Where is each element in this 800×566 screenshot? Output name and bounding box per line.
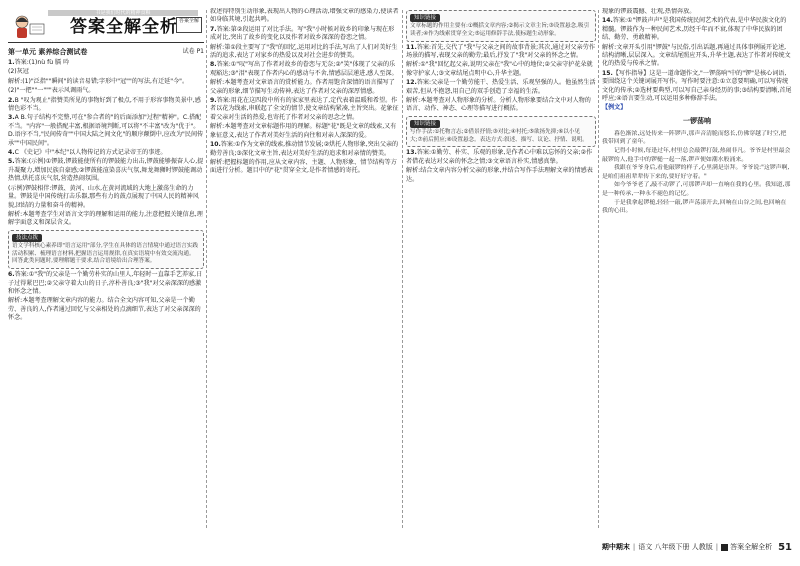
tip-callout: [8, 230, 204, 269]
knowledge-callout-2-body: 写作手法:①托物言志;②借景抒情;③对比;④衬托;⑤欲扬先抑;⑥以小见大;⑦前后照应;⑧设置悬念。表达方式:叙述、描写、议论、抒情、说明。: [410, 128, 588, 143]
answer-text: 解析:把握标题的作用,应从文章内容、主题、人物形象、情节结构等方面进行分析。题目中的"花"贯穿全文,是作者情感的寄托。: [210, 158, 397, 175]
column-divider: [598, 10, 599, 528]
knowledge-callout-head: 知识链接: [410, 14, 440, 22]
header-motto: 书是我们时代的精神食粮: [48, 10, 198, 16]
knowledge-callout-body: 文章标题的作用主要有:①概括文章内容;②揭示文章主旨;③设置悬念,吸引读者;④作为线索贯穿全文;⑤运用修辞手法,使标题生动形象。: [410, 23, 590, 37]
answer-paragraph: [210, 141, 400, 158]
answer-number: 2.: [8, 96, 15, 104]
answer-text: (2)"一把""一"""表示风调雨气。: [8, 87, 95, 95]
answer-paragraph: [8, 211, 204, 228]
answer-number: 11.: [406, 43, 417, 51]
answer-text: 答案:首先,交代了"我"与父亲之间的故事背景;其次,通过对父亲劳作场景的描写,表现父亲的勤劳;最后,抒发了"我"对父亲的怀念之情。: [406, 43, 595, 59]
footer-label: 答案全解全析: [730, 543, 773, 551]
answer-text: 答案:①"我"的父亲是一个勤劳朴实的山里人,年轻时一直靠手艺养家,日子过得紧巴巴;②父亲守着大山的日子,淳朴善良;③"我"对父亲深深的感激和怀念之情。: [8, 271, 203, 295]
col1-answers: [8, 59, 204, 228]
tip-callout-head: 技法点拨: [12, 234, 42, 242]
answer-paragraph: [406, 44, 596, 61]
answer-text: B "叹为观止"指赞美所见的事物好到了极点,不用于形容事物美景中,感情色彩不当。: [8, 96, 201, 113]
answer-text: 答案:用花在这四段中所有的家家里表达了,定代表着温暖和希望。作者以花为线索,串联起了全文的情节,使文章结构紧凑,主旨突出。花象征着父亲对生活的热爱,也寄托了作者对父亲的思念之情。: [210, 97, 399, 121]
footer-brand: 期中期末: [601, 543, 630, 551]
answer-text: 现象的锣鼓震撼、壮观,热情奔放。: [602, 8, 696, 15]
essay-paragraph: 暮色渐浓,远处传来一阵锣声,那声音清脆而悠长,仿佛穿越了时空,把我带回到了童年。: [602, 130, 787, 146]
answer-text: 解析:本题考查对文章标题作用的理解。标题"花"既是文章的线索,又有象征意义,表达了作者对美好生活的向往和对亲人深深的爱。: [210, 123, 397, 139]
answer-text: 答案:①"锣鼓声声"是我国传统民间艺术的代表,是中华民族文化的精髓。锣鼓作为一种民间艺术,历经千年而不衰,体现了中华民族的团结、勤劳、勇敢精神。: [602, 17, 787, 42]
answer-paragraph: [8, 149, 204, 157]
column-3: [406, 8, 596, 536]
answer-paragraph: [406, 97, 596, 114]
answer-text: 解析:本题考查理解文章内容的能力。结合全文内容可知,父亲是一个勤劳、善良的人,作者通过回忆与父亲相处的点滴细节,表达了对父亲深深的怀念。: [8, 297, 201, 322]
answer-text: 叙述得特别生动形象,表现出人物的心理活动,增强文章的感染力,使读者如身临其境,引起共鸣。: [210, 8, 399, 24]
answer-paragraph: [8, 59, 204, 67]
answer-text: 解析:文章开头引用"锣鼓"与民俗,引出话题,再通过具体事例展开论述,结构清晰,层层深入。文章结尾照应开头,升华主题,表达了作者对传统文化的热爱与传承之情。: [602, 43, 791, 68]
answer-paragraph: [8, 114, 204, 148]
knowledge-callout-2-head: 知识链接: [410, 120, 440, 128]
answer-paragraph: [8, 78, 204, 86]
column-divider: [206, 10, 207, 528]
page-number: 51: [778, 541, 792, 553]
answer-paragraph: [406, 79, 596, 96]
answer-paragraph: [210, 79, 400, 96]
answer-number: 7.: [210, 25, 217, 33]
tip-callout-body: 语文学科核心素养即"语言运用"部分,学生在具体的语言情境中通过语言实践活动积累、梳理语言材料,把握语言运用规律,在真实语境中有效交流沟通。回答此类问题时,要理解题干要求,结合语境给出合理答案。: [12, 242, 198, 265]
answer-paragraph: [210, 44, 400, 61]
answer-number: 1.: [8, 59, 15, 66]
answer-text: A B.句子结构不完整,可在"参合者的"的后面添加"过程"精神"。C.搭配不当。"内容"一般搭配丰富,根据语境判断,可以将"不丰富"改为"优于"。D.语序不当,"民间传奇""中国大陆之间文化"的顺序颠倒中,应改为"民间传承""中国民间"。: [8, 114, 204, 147]
essay-paragraph: 记得小时候,每逢过年,村里总会敲锣打鼓,热闹非凡。爷爷是村里最会敲锣的人,他手中的锣槌一起一落,锣声便如潮水般涌来。: [602, 148, 791, 163]
header-badge: 答案全解: [176, 17, 202, 33]
answer-text: 解析:本题考查对人物形象的分析。分析人物形象要结合文中对人物的语言、动作、神态、心理等描写进行概括。: [406, 97, 591, 113]
footer-separator: |: [632, 543, 636, 551]
answer-paragraph: [210, 8, 400, 25]
essay-paragraph: 于是我拿起锣槌,轻轻一敲,锣声荡漾开去,回响在山谷之间,也回响在我的心田。: [602, 199, 787, 215]
answer-paragraph: [406, 61, 596, 78]
answer-number: 10.: [210, 141, 221, 149]
answer-paragraph: [8, 97, 204, 114]
answer-paragraph: [8, 271, 204, 296]
answer-text: (示例)锣鼓相伴:锣鼓、黄河、山水,在黄河流域的大地上激荡生命的力量。锣鼓是中国传统打击乐器,那些有力的鼓点展现了中国人民的精神风貌,团结的力量和奋斗的精神。: [8, 184, 199, 209]
answer-paragraph: [210, 123, 400, 140]
answer-text: (2)灰冠: [8, 68, 29, 76]
footer-edition: 人教版: [691, 543, 713, 551]
answer-number: 13.: [406, 149, 417, 157]
answer-text: 答案:父亲是一个勤劳能干、热爱生活、乐观坚强的人。他虽然生活艰苦,但从不抱怨,用自己的双手创造了幸福的生活。: [406, 79, 596, 95]
essay-paragraph: 如今爷爷老了,敲不动锣了,可那锣声却一直响在我的心里。我知道,那是一种传承,一种永不褪色的记忆。: [602, 182, 791, 198]
answer-paragraph: [602, 17, 792, 42]
answer-paragraph: [210, 26, 400, 43]
answer-paragraph: [8, 297, 204, 322]
mascot-icon: [12, 14, 48, 40]
page-title: 答案全解全析: [70, 17, 178, 37]
answer-number: 6.: [8, 271, 15, 279]
unit-title-row: [8, 47, 204, 57]
answer-paragraph: [210, 61, 400, 78]
answer-text: 解析:本题考查学生对语言文字的理解和运用的能力,注意把握关键信息,理解字面意义和深层含义。: [8, 210, 203, 227]
essay-paragraph: 我跟在爷爷身后,看他敲锣的样子,心里满是崇拜。爷爷说:"这锣声啊,是咱们祖祖辈辈传下来的,要好好守着。": [602, 165, 790, 180]
example-label: 【例文】: [602, 104, 627, 112]
footer-grade: 八年级下册: [654, 543, 690, 551]
answer-text: 答案:①勤劳、朴实、乐观的形象,是作者心中难以忘怀的父亲;②作者借花表达对父亲的怀念之情;③文章语言朴实,情感真挚。: [406, 149, 593, 165]
column-2: [210, 8, 400, 536]
col3-answers: [406, 44, 596, 114]
answer-paragraph: [8, 158, 204, 183]
answer-paragraph: [602, 44, 792, 69]
footer-subject: 语文: [638, 543, 653, 551]
col4-answers: [602, 8, 792, 103]
answer-text: C 《史记》中"本纪"以人物传记的方式记录帝王的事迹。: [14, 149, 167, 157]
column-4: [602, 8, 792, 536]
knowledge-callout: [406, 10, 596, 42]
answer-text: 答案:①"叹"写出了作者对故乡的眷恋与无奈;②"笑"体现了父亲的乐观豁达;③"泪"表现了作者内心的感动与不舍,情感层层递进,感人至深。: [210, 61, 398, 77]
footer-separator: |: [715, 543, 719, 551]
square-icon: [721, 544, 728, 551]
answer-number: 3.: [8, 114, 15, 122]
col2-answers: [210, 8, 400, 176]
answer-text: 解析:(1)"泛指""瞬间"的读音易错;字形中"冠""的写法,有迁延"今"。: [8, 77, 189, 85]
page-header: [8, 8, 204, 43]
page-footer: [560, 540, 792, 554]
answer-text: 答案:(1)nù fù 膈 吟: [14, 59, 70, 66]
answer-paragraph: [406, 149, 596, 166]
answer-paragraph: [602, 70, 792, 104]
answer-text: 解析:第①段主要写了"我"的回忆,运用对比的手法,写出了人们对美好生活的追求,表达了对家乡的热爱以及对社会进步的赞美。: [210, 43, 398, 60]
knowledge-callout-2: [406, 116, 596, 148]
answer-number: 9.: [210, 97, 217, 105]
answer-paragraph: [602, 8, 792, 16]
answer-number: 14.: [602, 17, 613, 25]
answer-text: 答案:第②段运用了对比手法。写"我"小时候对故乡的印象与现在形成对比,突出了故乡的变化以及作者对故乡深深的眷恋之情。: [210, 25, 395, 42]
answer-paragraph: [8, 87, 204, 95]
essay-body: [602, 130, 792, 216]
answer-number: 4.: [8, 149, 15, 157]
answer-number: 12.: [406, 79, 417, 87]
answer-text: 答案:(示例)①锣鼓,锣鼓能使所有的锣鼓能力出击,锣鼓能够振奋人心,提升凝聚力,增加民族自豪感;②锣鼓能渲染喜庆气氛,舞龙舞狮时锣鼓能调动热情,烘托喜庆气氛,营造热闹氛围。: [8, 158, 204, 183]
unit-title: 第一单元 素养综合测试卷: [8, 48, 88, 56]
answer-number: 15.: [602, 69, 613, 77]
answer-number: 8.: [210, 61, 217, 69]
answer-text: 解析:结合文章内容分析父亲的形象,并结合写作手法理解文章的情感表达。: [406, 167, 593, 183]
answer-paragraph: [406, 167, 596, 184]
col1b-answers: [8, 271, 204, 322]
answer-text: 答案:①作为文章的线索,推动情节发展;②烘托人物形象,突出父亲的勤劳善良;③深化文章主旨,表达对美好生活的追求和对亲情的赞美。: [210, 141, 399, 157]
essay-title: 一锣荡响: [683, 116, 711, 125]
answer-paragraph: [210, 97, 400, 122]
answer-text: 解析:本题考查对文章语言的赏析能力。作者用饱含深情的语言描写了父亲的形象,细节描写生动传神,表达了作者对父亲的深厚情感。: [210, 79, 395, 95]
answer-text: 解析:①"我"回忆起父亲,说明父亲在"我"心中的地位;②父亲守护花朵就像守护家人;③文章结尾点明中心,升华主题。: [406, 61, 593, 77]
col3b-answers: [406, 149, 596, 184]
answer-text: 【写作指导】这是一道命题作文,"一锣荡响"中的"锣"是核心词语,要围绕这个关键词展开写作。写作时要注意:①立意要明确,可以写传统文化的传承;②选材要典型,可以写自己亲身经历的事;③结构要清晰,首尾呼应;④语言要生动,可以运用多种修辞手法。: [602, 69, 792, 103]
answer-paragraph: [8, 68, 204, 76]
unit-ref: 试卷 P1: [182, 48, 204, 55]
answer-paragraph: [210, 159, 400, 176]
column-divider: [402, 10, 403, 528]
answer-number: 5.: [8, 158, 15, 166]
answer-paragraph: [8, 185, 204, 210]
column-1: [8, 8, 204, 528]
